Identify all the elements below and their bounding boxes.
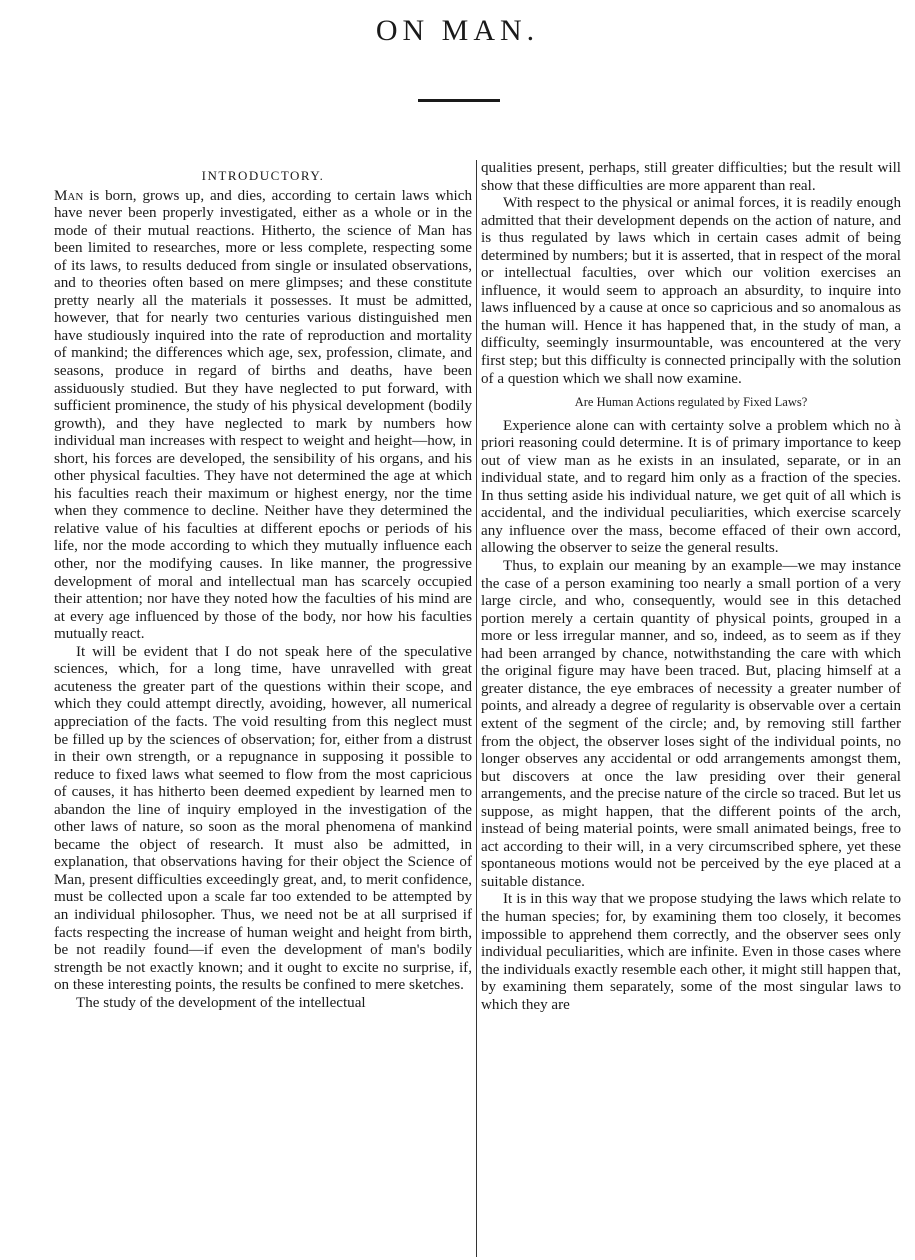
paragraph: It will be evident that I do not speak here of the speculative sciences, which, for a long time, have unravelled with great acuteness the greater part of the questions within their scope, and which they could attempt directly, avoiding, however, all numerical appreciation of the facts. The void resulting from this neglect must be filled up by the sciences of observation; for, either from a distrust in their own strength, or a repugnance in supposing it possible to reduce to fixed laws what seemed to flow from the most capricious of causes, it has hitherto been deemed expedient by learned men to abandon the line of inquiry employed in the investigation of the other laws of nature, so soon as the moral phenomena of mankind became the object of research. It must also be admitted, in explanation, that observations having for their object the Science of Man, present difficulties exceedingly great, and, to merit confidence, must be collected upon a scale far too extended to be attempted by an individual philosopher. Thus, we need not be at all surprised if facts respecting the increase of human weight and height from birth, be not readily found—if even the development of man's bodily strength be not exactly known; and it ought to excite no surprise, if, on these interesting points, the results be confined to mere sketches.: [54, 643, 472, 994]
introductory-heading: INTRODUCTORY.: [201, 168, 325, 183]
right-column: [481, 160, 901, 1014]
section-heading: Are Human Actions regulated by Fixed Laws?: [574, 395, 808, 410]
paragraph: With respect to the physical or animal forces, it is readily enough admitted that their development depends on the action of nature, and is thus regulated by laws which in certain cases admit of being determined by numbers; but it is asserted, that in respect of the moral or intellectual faculties, over which our volition exercises an influence, it would seem to approach an absurdity, to inquire into laws influenced by a cause at once so capricious and so anomalous as the human will. Hence it has happened that, in the study of man, a difficulty, seemingly insurmountable, was encountered at the very first step; but this difficulty is connected principally with the solution of a question which we shall now examine.: [481, 195, 901, 387]
paragraph: Experience alone can with certainty solve a problem which no à priori reasoning could determine. It is of primary importance to keep out of view man as he exists in an insulated, separate, or in an individual state, and to regard him only as a fraction of the species. In thus setting aside his individual nature, we get quit of all which is accidental, and the individual peculiarities, which exercise scarcely any influence over the mass, become effaced of their own accord, allowing the observer to seize the general results.: [481, 417, 901, 557]
title-rule: [418, 99, 500, 102]
column-divider: [476, 160, 477, 1257]
paragraph: qualities present, perhaps, still greater difficulties; but the result will show that these difficulties are more apparent than real.: [481, 160, 901, 194]
left-column: [54, 163, 472, 1012]
paragraph: The study of the development of the intellectual: [76, 994, 366, 1011]
paragraph: Thus, to explain our meaning by an example—we may instance the case of a person examining too nearly a small portion of a very large circle, and who, consequently, would see in this detached portion merely a certain quantity of physical points, grouped in a more or less irregular manner, and so, indeed, as to seem as if they had been arranged by chance, notwithstanding the care with which the original figure may have been traced. But, placing himself at a greater distance, the eye embraces of necessity a greater number of points, and already a degree of regularity is observable over a certain extent of the segment of the circle; and, by removing still farther from the object, the observer loses sight of the individual points, no longer observes any accidental or odd arrangements amongst them, but discovers at once the law presiding over their general arrangements, and the precise nature of the circle so traced. But let us suppose, as might happen, that the different points of the arch, instead of being material points, were small animated beings, free to act according to their will, in a very circumscribed sphere, yet these spontaneous motions would not be perceived by the eye placed at a suitable distance.: [481, 558, 901, 890]
paragraph: It is in this way that we propose studying the laws which relate to the human species; for, by examining them too closely, it becomes impossible to apprehend them correctly, and the observer sees only individual peculiarities, which are infinite. Even in those cases where the individuals exactly resemble each other, it might still happen that, by examining them separately, some of the most singular laws to which they are: [481, 891, 901, 1013]
page-title: ON MAN.: [375, 14, 540, 47]
paragraph: Man is born, grows up, and dies, according to certain laws which have never been properly investigated, either as a whole or in the mode of their mutual reactions. Hitherto, the science of Man has been limited to researches, more or less complete, respecting some of its laws, to results deduced from single or insulated observations, and to theories often based on mere glimpses; and these constitute pretty nearly all the materials it possesses. It must be admitted, however, that for nearly two centuries various distinguished men have studiously inquired into the rate of reproduction and mortality of mankind; the differences which age, sex, profession, climate, and seasons, produce in regard of births and deaths, have been assiduously studied. But they have neglected to put forward, with sufficient prominence, the study of his physical development (bodily growth), and they have neglected to mark by numbers how individual man increases with respect to weight and height—how, in short, his forces are developed, the sensibility of his organs, and his other physical faculties. They have not determined the age at which his faculties reach their maximum or highest energy, nor the time when they commence to decline. Neither have they determined the relative value of his faculties at different epochs or periods of his life, nor the mode according to which they mutually influence each other, nor the modifying causes. In like manner, the progressive development of moral and intellectual man has scarcely occupied their attention; nor have they noted how the faculties of his mind are at every age influenced by those of the body, nor how his faculties mutually react.: [54, 187, 472, 643]
drop-word: Man: [54, 187, 84, 204]
